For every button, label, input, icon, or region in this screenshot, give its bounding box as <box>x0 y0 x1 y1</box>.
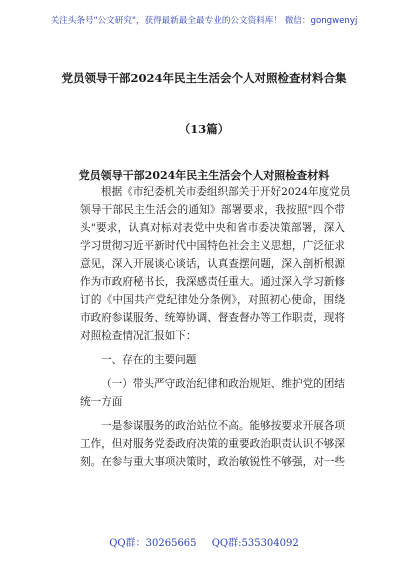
body-line: 市政府参谋服务、统筹协调、督查督办等工作职责，现将 <box>80 312 345 324</box>
footer-qq-groups <box>0 534 408 549</box>
body-line: 工作，但对服务党委政府决策的重要政治职责认识不够深 <box>80 438 345 450</box>
body-line: 对照检查情况汇报如下： <box>80 330 197 342</box>
footer-qq-group-1: QQ群：30265665 <box>109 538 197 549</box>
body-line: 意见，深入开展谈心谈话，认真查摆问题，深入剖析根源 <box>80 258 345 270</box>
heading-level-1: 一、存在的主要问题 <box>101 354 197 366</box>
body-line: 学习贯彻习近平新时代中国特色社会主义思想，广泛征求 <box>80 240 345 252</box>
body-line: 刻。在参与重大事项决策时，政治敏锐性不够强，对一些 <box>80 456 345 468</box>
body-line: 作为市政府秘书长，我深感责任重大。通过深入学习新修 <box>80 276 345 288</box>
header-watermark: 关注头条号"公文研究"，获得最新最全最专业的公文资料库！ 微信：gongwenyj <box>50 16 358 26</box>
footer-qq-group-2: QQ群:535304092 <box>211 538 299 549</box>
document-count: （13篇） <box>178 122 230 136</box>
document-title: 党员领导干部2024年民主生活会个人对照检查材料合集 <box>61 71 347 85</box>
body-line: 头"要求，认真对标对表党中央和省市委决策部署，深入 <box>80 222 345 234</box>
body-line: 一是参谋服务的政治站位不高。能够按要求开展各项 <box>101 420 345 432</box>
body-text <box>80 183 351 471</box>
body-line: 订的《中国共产党纪律处分条例》，对照初心使命，围绕 <box>80 294 345 306</box>
body-line: 根据《市纪委机关市委组织部关于开好2024年度党员 <box>101 186 351 198</box>
body-line: 领导干部民主生活会的通知》部署要求，我按照"四个带 <box>80 204 345 216</box>
heading-level-2-continued: 统一方面 <box>80 396 123 408</box>
section-title: 党员领导干部2024年民主生活会个人对照检查材料 <box>78 169 330 182</box>
heading-level-2: （一）带头严守政治纪律和政治规矩、维护党的团结 <box>101 378 345 390</box>
